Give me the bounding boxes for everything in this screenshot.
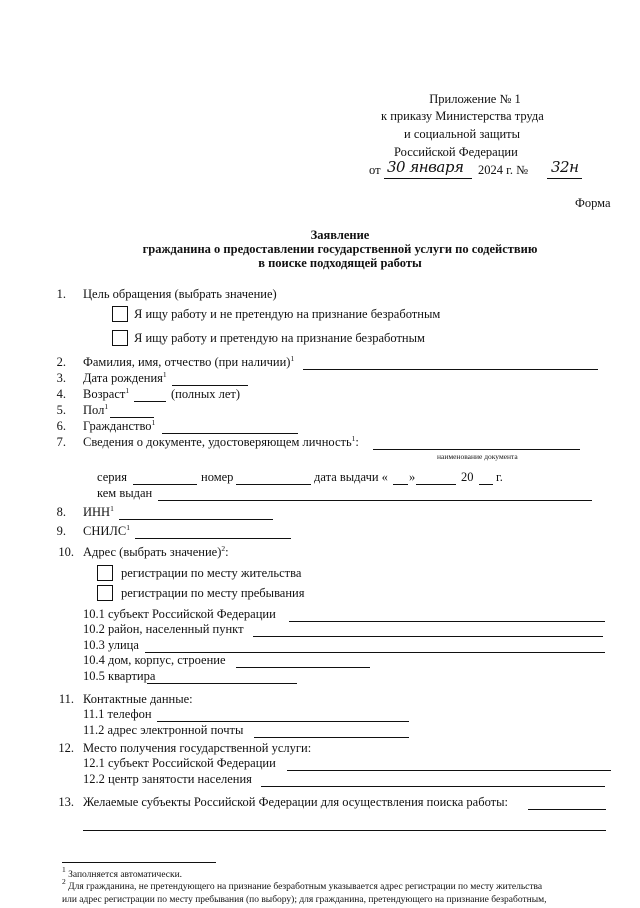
citizenship-field[interactable]	[162, 433, 298, 434]
issued-by-field[interactable]	[158, 500, 592, 501]
date-handwritten: 30 января	[387, 158, 464, 176]
order-number-line	[547, 178, 582, 179]
doc-title-line3: в поиске подходящей работы	[258, 256, 422, 270]
snils-label: СНИЛС$^1$	[83, 523, 130, 538]
address-option1-label: регистрации по месту жительства	[121, 566, 302, 580]
item-number: 9.	[56, 524, 66, 538]
issue-year-field[interactable]	[479, 484, 493, 485]
item-number: 5.	[56, 403, 66, 417]
doc-title: Заявление	[310, 228, 370, 242]
item-number: 13.	[58, 795, 74, 809]
address-label: Адрес (выбрать значение)$^2$:	[83, 544, 229, 559]
date-line	[384, 178, 472, 179]
issue-date-label: дата выдачи «	[314, 470, 388, 484]
address-house-label: 10.4 дом, корпус, строение	[83, 653, 226, 667]
issue-month-field[interactable]	[416, 484, 456, 485]
item-number: 10.	[58, 545, 74, 559]
age-label: Возраст$^1$	[83, 386, 130, 401]
address-locality-field[interactable]	[253, 636, 603, 637]
series-field[interactable]	[133, 484, 197, 485]
full-name-field[interactable]	[303, 369, 598, 370]
employment-center-field[interactable]	[261, 786, 605, 787]
address-option2-label: регистрации по месту пребывания	[121, 586, 305, 600]
form-label: Форма	[575, 196, 611, 210]
id-document-name-field[interactable]	[373, 449, 580, 450]
email-label: 11.2 адрес электронной почты	[83, 723, 244, 737]
address-apartment-field[interactable]	[147, 683, 297, 684]
annex-line4: Российской Федерации	[394, 145, 518, 159]
item-number: 11.	[58, 692, 74, 706]
contacts-label: Контактные данные:	[83, 692, 193, 706]
address-locality-label: 10.2 район, населенный пункт	[83, 622, 244, 636]
item-number: 3.	[56, 371, 66, 385]
footnote-2-line2: или адрес регистрации по месту пребывания (по выбору); для гражданина, претендующего на признание безработным,	[62, 895, 547, 905]
purpose-option2-label: Я ищу работу и претендую на признание безработным	[134, 331, 425, 345]
phone-field[interactable]	[157, 721, 409, 722]
purpose-label: Цель обращения (выбрать значение)	[83, 287, 277, 301]
item-number: 8.	[56, 505, 66, 519]
email-field[interactable]	[254, 737, 409, 738]
number-label: номер	[201, 470, 234, 484]
inn-label: ИНН$^1$	[83, 504, 114, 519]
address-option1-checkbox[interactable]	[97, 565, 113, 581]
footnote-separator	[62, 862, 216, 863]
sex-label: Пол$^1$	[83, 402, 109, 417]
purpose-option1-checkbox[interactable]	[112, 306, 128, 322]
snils-field[interactable]	[135, 538, 291, 539]
desired-regions-field[interactable]	[528, 809, 606, 810]
doc-title-line2: гражданина о предоставлении государственной услуги по содействию	[142, 242, 538, 256]
purpose-option1-label: Я ищу работу и не претендую на признание безработным	[134, 307, 441, 321]
full-name-label: Фамилия, имя, отчество (при наличии)$^1$	[83, 354, 295, 369]
issued-by-label: кем выдан	[97, 486, 153, 500]
address-region-field[interactable]	[289, 621, 605, 622]
birth-date-label: Дата рождения$^1$	[83, 370, 167, 385]
item-number: 1.	[56, 287, 66, 301]
desired-regions-field-continued[interactable]	[83, 830, 606, 831]
issue-year-suffix: г.	[496, 470, 503, 484]
birth-date-field[interactable]	[172, 385, 248, 386]
phone-label: 11.1 телефон	[83, 707, 152, 721]
item-number: 12.	[58, 741, 74, 755]
age-field[interactable]	[134, 401, 166, 402]
purpose-option2-checkbox[interactable]	[112, 330, 128, 346]
number-field[interactable]	[236, 484, 311, 485]
footnote-2: $^2$ Для гражданина, не претендующего на признание безработным указывается адрес регистрации по месту жительства	[62, 877, 543, 892]
service-region-label: 12.1 субъект Российской Федерации	[83, 756, 276, 770]
id-document-hint: наименование документа	[437, 452, 518, 461]
service-place-label: Место получения государственной услуги:	[83, 741, 312, 755]
issue-day-field[interactable]	[393, 484, 408, 485]
issue-date-quote: »	[409, 470, 416, 484]
date-prefix: от	[369, 163, 381, 177]
employment-center-label: 12.2 центр занятости населения	[83, 772, 252, 786]
issue-year-prefix: 20	[461, 470, 474, 484]
address-house-field[interactable]	[236, 667, 370, 668]
inn-field[interactable]	[119, 519, 273, 520]
item-number: 2.	[56, 355, 66, 369]
item-number: 7.	[56, 435, 66, 449]
annex-line2: к приказу Министерства труда	[381, 109, 544, 123]
item-number: 4.	[56, 387, 66, 401]
item-number: 6.	[56, 419, 66, 433]
address-apartment-label: 10.5 квартира	[83, 669, 156, 683]
id-document-label: Сведения о документе, удостоверяющем личность$^1$:	[83, 434, 359, 449]
annex-number: Приложение № 1	[429, 92, 521, 106]
date-year: 2024 г. №	[478, 163, 529, 177]
age-suffix: (полных лет)	[171, 387, 241, 401]
footnote-1: $^1$ Заполняется автоматически.	[62, 865, 183, 880]
desired-regions-label: Желаемые субъекты Российской Федерации для осуществления поиска работы:	[83, 795, 508, 809]
order-number-handwritten: 32н	[551, 158, 579, 176]
address-option2-checkbox[interactable]	[97, 585, 113, 601]
citizenship-label: Гражданство$^1$	[83, 418, 156, 433]
address-region-label: 10.1 субъект Российской Федерации	[83, 607, 276, 621]
annex-line3: и социальной защиты	[404, 127, 521, 141]
service-region-field[interactable]	[287, 770, 611, 771]
address-street-label: 10.3 улица	[83, 638, 139, 652]
sex-field[interactable]	[110, 417, 154, 418]
series-label: серия	[97, 470, 127, 484]
